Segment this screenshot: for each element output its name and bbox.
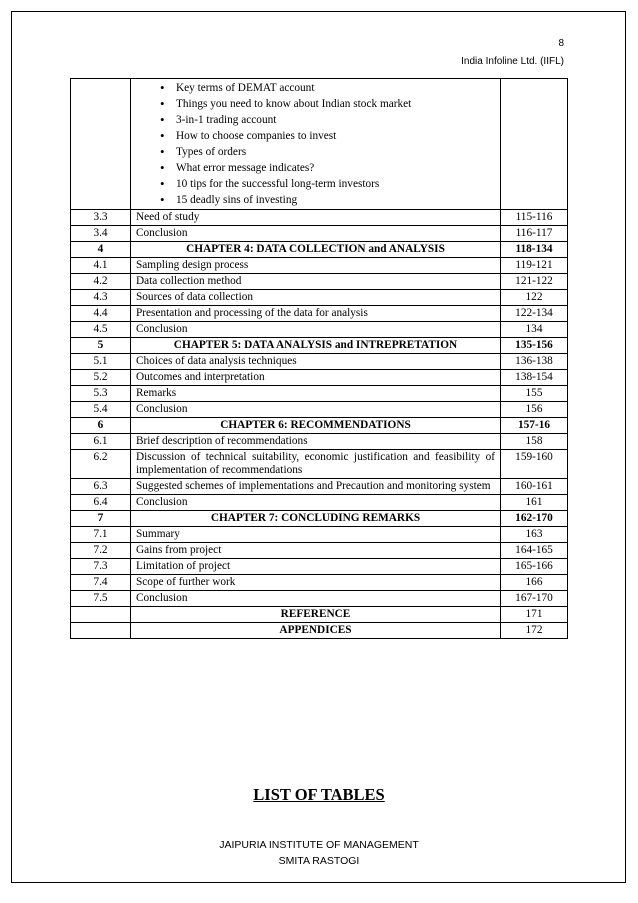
toc-number: 6.3 (71, 479, 131, 495)
toc-pages: 167-170 (501, 591, 568, 607)
bullet-list (136, 80, 495, 208)
toc-pages: 115-116 (501, 210, 568, 226)
toc-pages: 118-134 (501, 242, 568, 258)
toc-title: Remarks (131, 386, 501, 402)
chapter-row (71, 338, 568, 354)
toc-pages: 122-134 (501, 306, 568, 322)
toc-pages: 163 (501, 527, 568, 543)
toc-number: 6 (71, 418, 131, 434)
bullet-item: • Things you need to know about Indian stock market (176, 96, 495, 112)
toc-number: 4.1 (71, 258, 131, 274)
toc-number: 5.1 (71, 354, 131, 370)
toc-number: 7.4 (71, 575, 131, 591)
toc-number: 6.4 (71, 495, 131, 511)
toc-pages: 158 (501, 434, 568, 450)
toc-title: Sampling design process (131, 258, 501, 274)
bullet-item: • 10 tips for the successful long-term investors (176, 176, 495, 192)
toc-number: 4.5 (71, 322, 131, 338)
list-of-tables-heading (0, 785, 638, 805)
toc-title: Gains from project (131, 543, 501, 559)
bullet-item: • 3-in-1 trading account (176, 112, 495, 128)
table-of-contents (70, 78, 568, 639)
toc-number: 6.1 (71, 434, 131, 450)
page-number: 8 (558, 38, 564, 49)
appendices-title: APPENDICES (131, 623, 501, 639)
toc-pages: 138-154 (501, 370, 568, 386)
toc-pages: 157-16 (501, 418, 568, 434)
table-row (71, 306, 568, 322)
table-row (71, 370, 568, 386)
toc-number: 3.3 (71, 210, 131, 226)
table-row (71, 258, 568, 274)
table-row (71, 543, 568, 559)
table-row (71, 226, 568, 242)
chapter-title: CHAPTER 7: CONCLUDING REMARKS (131, 511, 501, 527)
toc-title: Conclusion (131, 322, 501, 338)
toc-pages: 162-170 (501, 511, 568, 527)
header-company: India Infoline Ltd. (IIFL) (461, 56, 564, 67)
table-row (71, 559, 568, 575)
bullet-item: • What error message indicates? (176, 160, 495, 176)
table-row (71, 434, 568, 450)
toc-number: 7 (71, 511, 131, 527)
toc-pages: 155 (501, 386, 568, 402)
toc-number (71, 623, 131, 639)
toc-pages: 156 (501, 402, 568, 418)
toc-title: Conclusion (131, 402, 501, 418)
toc-number: 6.2 (71, 450, 131, 479)
toc-title: Discussion of technical suitability, economic justification and feasibility of implementation of recommendations (131, 450, 501, 479)
table-row (71, 402, 568, 418)
bullet-row (71, 79, 568, 210)
toc-number: 4.4 (71, 306, 131, 322)
table-row (71, 354, 568, 370)
table-row (71, 527, 568, 543)
toc-pages: 161 (501, 495, 568, 511)
toc-title: Presentation and processing of the data for analysis (131, 306, 501, 322)
table-row (71, 322, 568, 338)
toc-pages: 164-165 (501, 543, 568, 559)
appendices-row (71, 623, 568, 639)
toc-pages: 121-122 (501, 274, 568, 290)
toc-pages: 165-166 (501, 559, 568, 575)
toc-number: 4.3 (71, 290, 131, 306)
table-row (71, 479, 568, 495)
toc-title: Data collection method (131, 274, 501, 290)
chapter-row (71, 242, 568, 258)
table-row (71, 386, 568, 402)
reference-row (71, 607, 568, 623)
toc-number: 7.1 (71, 527, 131, 543)
toc-pages: 116-117 (501, 226, 568, 242)
toc-pages: 122 (501, 290, 568, 306)
toc-title: Conclusion (131, 226, 501, 242)
toc-title: Conclusion (131, 495, 501, 511)
toc-pages: 160-161 (501, 479, 568, 495)
toc-pages: 159-160 (501, 450, 568, 479)
toc-pages: 171 (501, 607, 568, 623)
toc-title: Sources of data collection (131, 290, 501, 306)
table-row (71, 210, 568, 226)
toc-pages: 136-138 (501, 354, 568, 370)
toc-number: 4 (71, 242, 131, 258)
toc-title: Choices of data analysis techniques (131, 354, 501, 370)
toc-number: 7.2 (71, 543, 131, 559)
chapter-title: CHAPTER 4: DATA COLLECTION and ANALYSIS (131, 242, 501, 258)
toc-pages (501, 79, 568, 210)
toc-title: Scope of further work (131, 575, 501, 591)
toc-number: 5.3 (71, 386, 131, 402)
toc-number (71, 607, 131, 623)
table-row (71, 290, 568, 306)
toc-number: 5.2 (71, 370, 131, 386)
chapter-title: CHAPTER 5: DATA ANALYSIS and INTREPRETATION (131, 338, 501, 354)
footer-institute: JAIPURIA INSTITUTE OF MANAGEMENT (219, 839, 419, 851)
toc-title: Summary (131, 527, 501, 543)
table-row (71, 575, 568, 591)
toc-pages: 119-121 (501, 258, 568, 274)
bullet-item: • Key terms of DEMAT account (176, 80, 495, 96)
toc-title: Limitation of project (131, 559, 501, 575)
toc-number: 4.2 (71, 274, 131, 290)
table-row (71, 450, 568, 479)
chapter-row (71, 511, 568, 527)
bullet-item: • 15 deadly sins of investing (176, 192, 495, 208)
list-of-tables-text: LIST OF TABLES (253, 785, 385, 804)
table-row (71, 274, 568, 290)
footer-author: SMITA RASTOGI (278, 855, 360, 867)
toc-title: Brief description of recommendations (131, 434, 501, 450)
toc-number: 3.4 (71, 226, 131, 242)
reference-title: REFERENCE (131, 607, 501, 623)
chapter-title: CHAPTER 6: RECOMMENDATIONS (131, 418, 501, 434)
toc-number: 7.5 (71, 591, 131, 607)
toc-pages: 172 (501, 623, 568, 639)
toc-title: Conclusion (131, 591, 501, 607)
toc-number: 5.4 (71, 402, 131, 418)
bullet-item: • How to choose companies to invest (176, 128, 495, 144)
toc-pages: 135-156 (501, 338, 568, 354)
toc-number: 5 (71, 338, 131, 354)
table-row (71, 495, 568, 511)
table-row (71, 591, 568, 607)
chapter-row (71, 418, 568, 434)
toc-title: Outcomes and interpretation (131, 370, 501, 386)
toc-title: Suggested schemes of implementations and Precaution and monitoring system (131, 479, 501, 495)
toc-number (71, 79, 131, 210)
toc-pages: 134 (501, 322, 568, 338)
bullet-item: • Types of orders (176, 144, 495, 160)
toc-title: Need of study (131, 210, 501, 226)
toc-number: 7.3 (71, 559, 131, 575)
toc-bullet-cell (131, 79, 501, 210)
toc-pages: 166 (501, 575, 568, 591)
